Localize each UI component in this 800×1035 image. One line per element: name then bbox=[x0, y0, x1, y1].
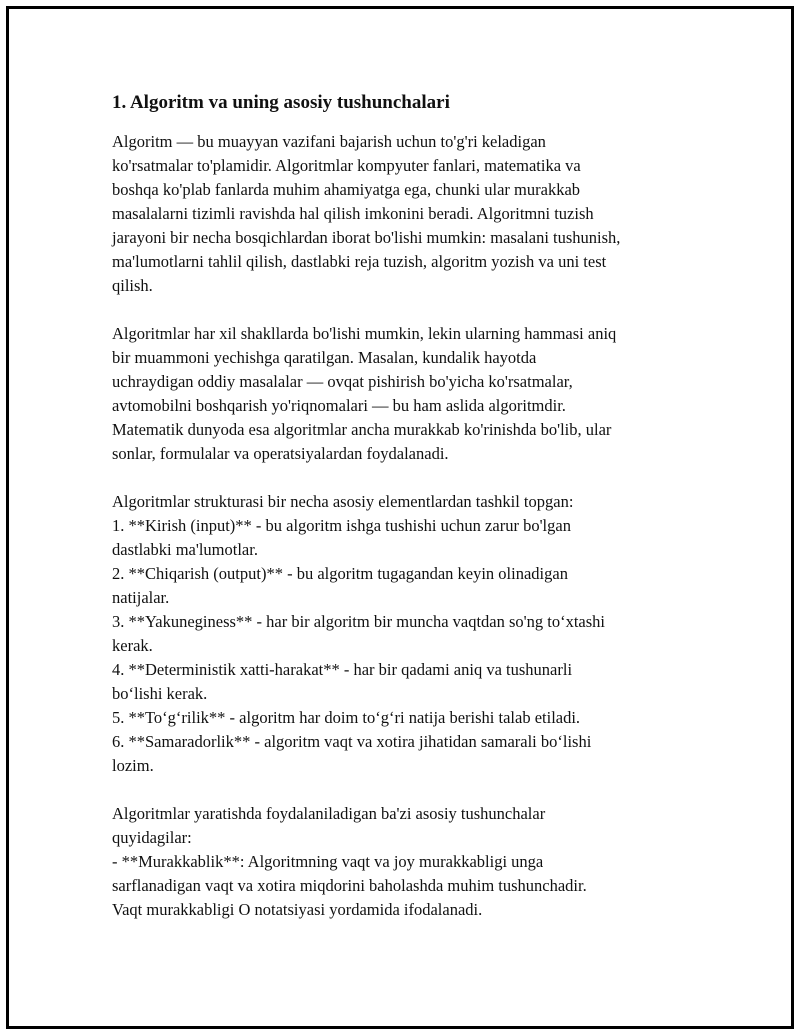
list-item: - **Murakkablik**: Algoritmning vaqt va joy murakkabligi unga bbox=[112, 852, 544, 871]
list-item-continuation: kerak. bbox=[112, 636, 153, 655]
text-line: ma'lumotlarni tahlil qilish, dastlabki reja tuzish, algoritm yozish va uni test bbox=[112, 252, 607, 271]
text-line: ko'rsatmalar to'plamidir. Algoritmlar kompyuter fanlari, matematika va bbox=[112, 156, 581, 175]
list-item: 4. **Deterministik xatti-harakat** - har bir qadami aniq va tushunarli bbox=[112, 660, 573, 679]
text-line: sonlar, formulalar va operatsiyalardan foydalanadi. bbox=[112, 444, 449, 463]
paragraph-intro bbox=[112, 130, 692, 298]
text-line: qilish. bbox=[112, 276, 153, 295]
list-item: 2. **Chiqarish (output)** - bu algoritm tugagandan keyin olinadigan bbox=[112, 564, 568, 583]
list-item-continuation: natijalar. bbox=[112, 588, 170, 607]
paragraph-shapes bbox=[112, 322, 692, 466]
list-item: 5. **To‘g‘rilik** - algoritm har doim to‘g‘ri natija berishi talab etiladi. bbox=[112, 708, 581, 727]
text-line: Algoritmlar strukturasi bir necha asosiy elementlardan tashkil topgan: bbox=[112, 492, 574, 511]
list-item-continuation: Vaqt murakkabligi O notatsiyasi yordamida ifodalanadi. bbox=[112, 900, 483, 919]
paragraph-structure-list bbox=[112, 490, 692, 778]
section-heading: 1. Algoritm va uning asosiy tushunchalari bbox=[112, 92, 450, 113]
text-line: Algoritm — bu muayyan vazifani bajarish uchun to'g'ri keladigan bbox=[112, 132, 546, 151]
text-line: quyidagilar: bbox=[112, 828, 192, 847]
text-line: Matematik dunyoda esa algoritmlar ancha murakkab ko'rinishda bo'lib, ular bbox=[112, 420, 612, 439]
list-item: 3. **Yakuneginess** - har bir algoritm bir muncha vaqtdan so'ng to‘xtashi bbox=[112, 612, 606, 631]
text-line: bir muammoni yechishga qaratilgan. Masalan, kundalik hayotda bbox=[112, 348, 537, 367]
document-body bbox=[112, 90, 692, 946]
text-line: masalalarni tizimli ravishda hal qilish imkonini beradi. Algoritmni tuzish bbox=[112, 204, 594, 223]
text-line: uchraydigan oddiy masalalar — ovqat pishirish bo'yicha ko'rsatmalar, bbox=[112, 372, 573, 391]
text-line: boshqa ko'plab fanlarda muhim ahamiyatga ega, chunki ular murakkab bbox=[112, 180, 581, 199]
list-item-continuation: lozim. bbox=[112, 756, 154, 775]
text-line: jarayoni bir necha bosqichlardan iborat bo'lishi mumkin: masalani tushunish, bbox=[112, 228, 621, 247]
paragraph-concepts bbox=[112, 802, 692, 922]
list-item-continuation: bo‘lishi kerak. bbox=[112, 684, 208, 703]
text-line: avtomobilni boshqarish yo'riqnomalari — bu ham aslida algoritmdir. bbox=[112, 396, 566, 415]
list-item: 1. **Kirish (input)** - bu algoritm ishga tushishi uchun zarur bo'lgan bbox=[112, 516, 571, 535]
text-line: Algoritmlar yaratishda foydalaniladigan ba'zi asosiy tushunchalar bbox=[112, 804, 546, 823]
text-line: Algoritmlar har xil shakllarda bo'lishi mumkin, lekin ularning hammasi aniq bbox=[112, 324, 617, 343]
list-item-continuation: dastlabki ma'lumotlar. bbox=[112, 540, 258, 559]
list-item-continuation: sarflanadigan vaqt va xotira miqdorini baholashda muhim tushunchadir. bbox=[112, 876, 587, 895]
list-item: 6. **Samaradorlik** - algoritm vaqt va xotira jihatidan samarali bo‘lishi bbox=[112, 732, 592, 751]
